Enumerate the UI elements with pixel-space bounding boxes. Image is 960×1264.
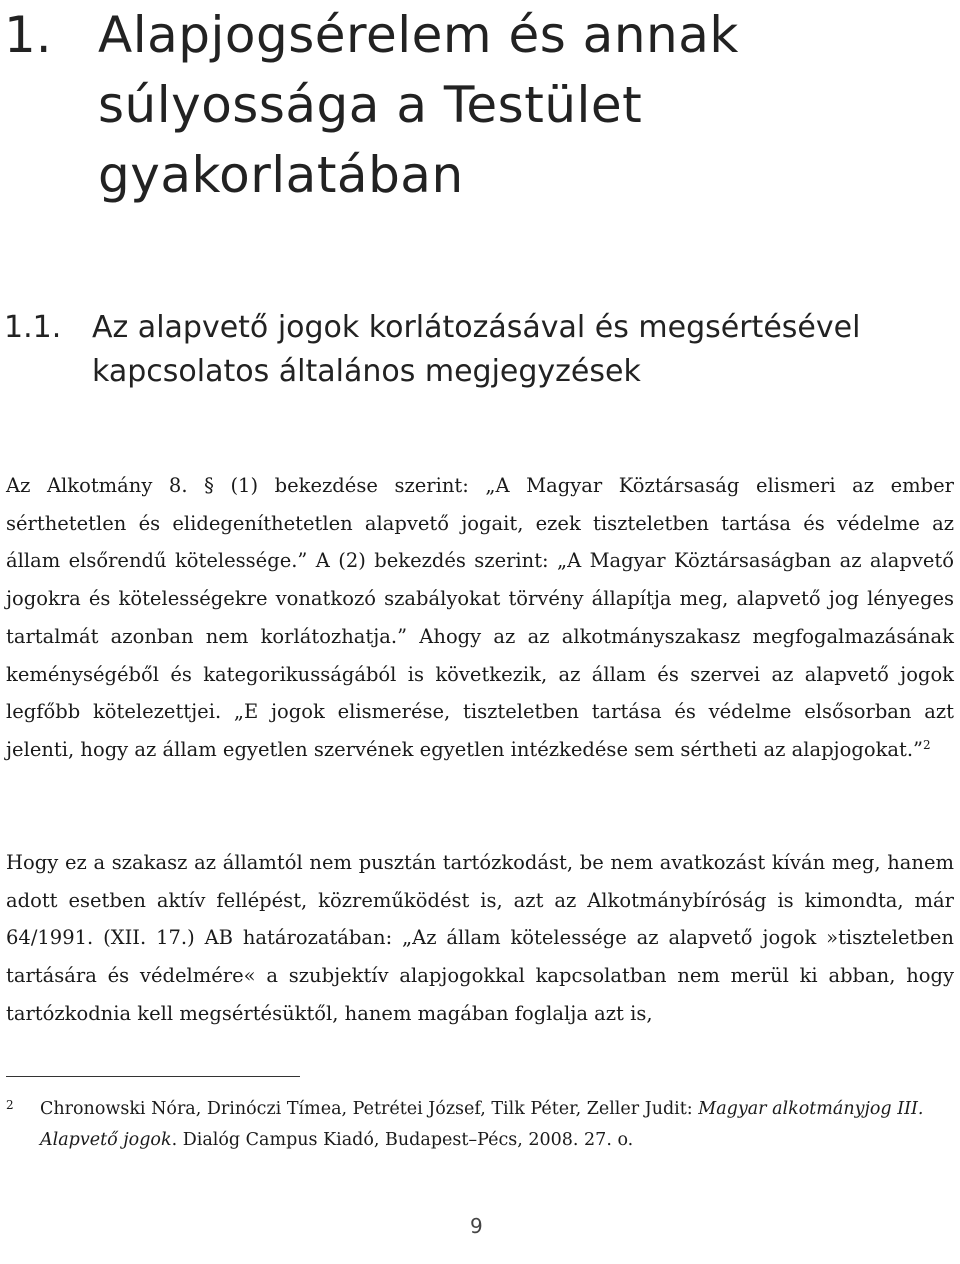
section-heading	[4, 306, 944, 394]
chapter-number: 1.	[4, 6, 52, 64]
paragraph-1	[6, 467, 954, 769]
section-number: 1.1.	[4, 310, 62, 345]
footnote-text	[40, 1094, 954, 1156]
paragraph-1-text: Az Alkotmány 8. § (1) bekezdése szerint: „A Magyar Köztársaság elismeri az ember sérthetetlen és elidegeníthetetlen alapvető jogait, ezek tiszteletben tartása és védelme az állam elsőrendű kötelessége.” A (2) bekezdés szerint: „A Magyar Köztársaságban az alapvető jogokra és kötelességekre vonatkozó szabályokat törvény állapítja meg, alapvető jog lényeges tartalmát azonban nem korlátozhatja.” Ahogy az az alkotmányszakasz megfogalmazásának keménységéből és kategorikusságából is következik, az állam és szervei az alapvető jogok legfőbb kötelezettjei. „E jogok elismerése, tiszteletben tartása és védelme elsősorban azt jelenti, hogy az állam egyetlen szervének egyetlen intézkedése sem sértheti az alapjogokat.”	[6, 474, 954, 761]
footnote-publisher: . Dialóg Campus Kiadó, Budapest–Pécs, 2008. 27. o.	[171, 1130, 634, 1150]
footnote	[6, 1094, 954, 1156]
chapter-heading	[4, 0, 944, 210]
chapter-title: Alapjogsérelem és annak súlyossága a Testület gyakorlatában	[98, 6, 739, 204]
paragraph-2-text: Hogy ez a szakasz az államtól nem pusztán tartózkodást, be nem avatkozást kíván meg, hanem adott esetben aktív fellépést, közreműködést is, azt az Alkotmánybíróság is kimondta, már 64/1991. (XII. 17.) AB határozatában: „Az állam kötelessége az alapvető jogok »tiszteletben tartására és védelmére« a szubjektív alapjogokkal kapcsolatban nem merül ki abban, hogy tartózkodnia kell megsértésüktől, hanem magában foglalja azt is,	[6, 851, 954, 1025]
footnote-reference: 2	[923, 737, 931, 752]
paragraph-2	[6, 844, 954, 1033]
footnote-book-title: Magyar alkotmányjog III. Alapvető jogok	[40, 1099, 924, 1150]
footnote-authors: Chronowski Nóra, Drinóczi Tímea, Petrétei József, Tilk Péter, Zeller Judit:	[40, 1099, 699, 1119]
section-title: Az alapvető jogok korlátozásával és megsértésével kapcsolatos általános megjegyzések	[92, 310, 861, 389]
footnote-divider	[6, 1076, 300, 1077]
footnote-number: 2	[6, 1098, 14, 1112]
page-number: 9	[470, 1214, 483, 1238]
